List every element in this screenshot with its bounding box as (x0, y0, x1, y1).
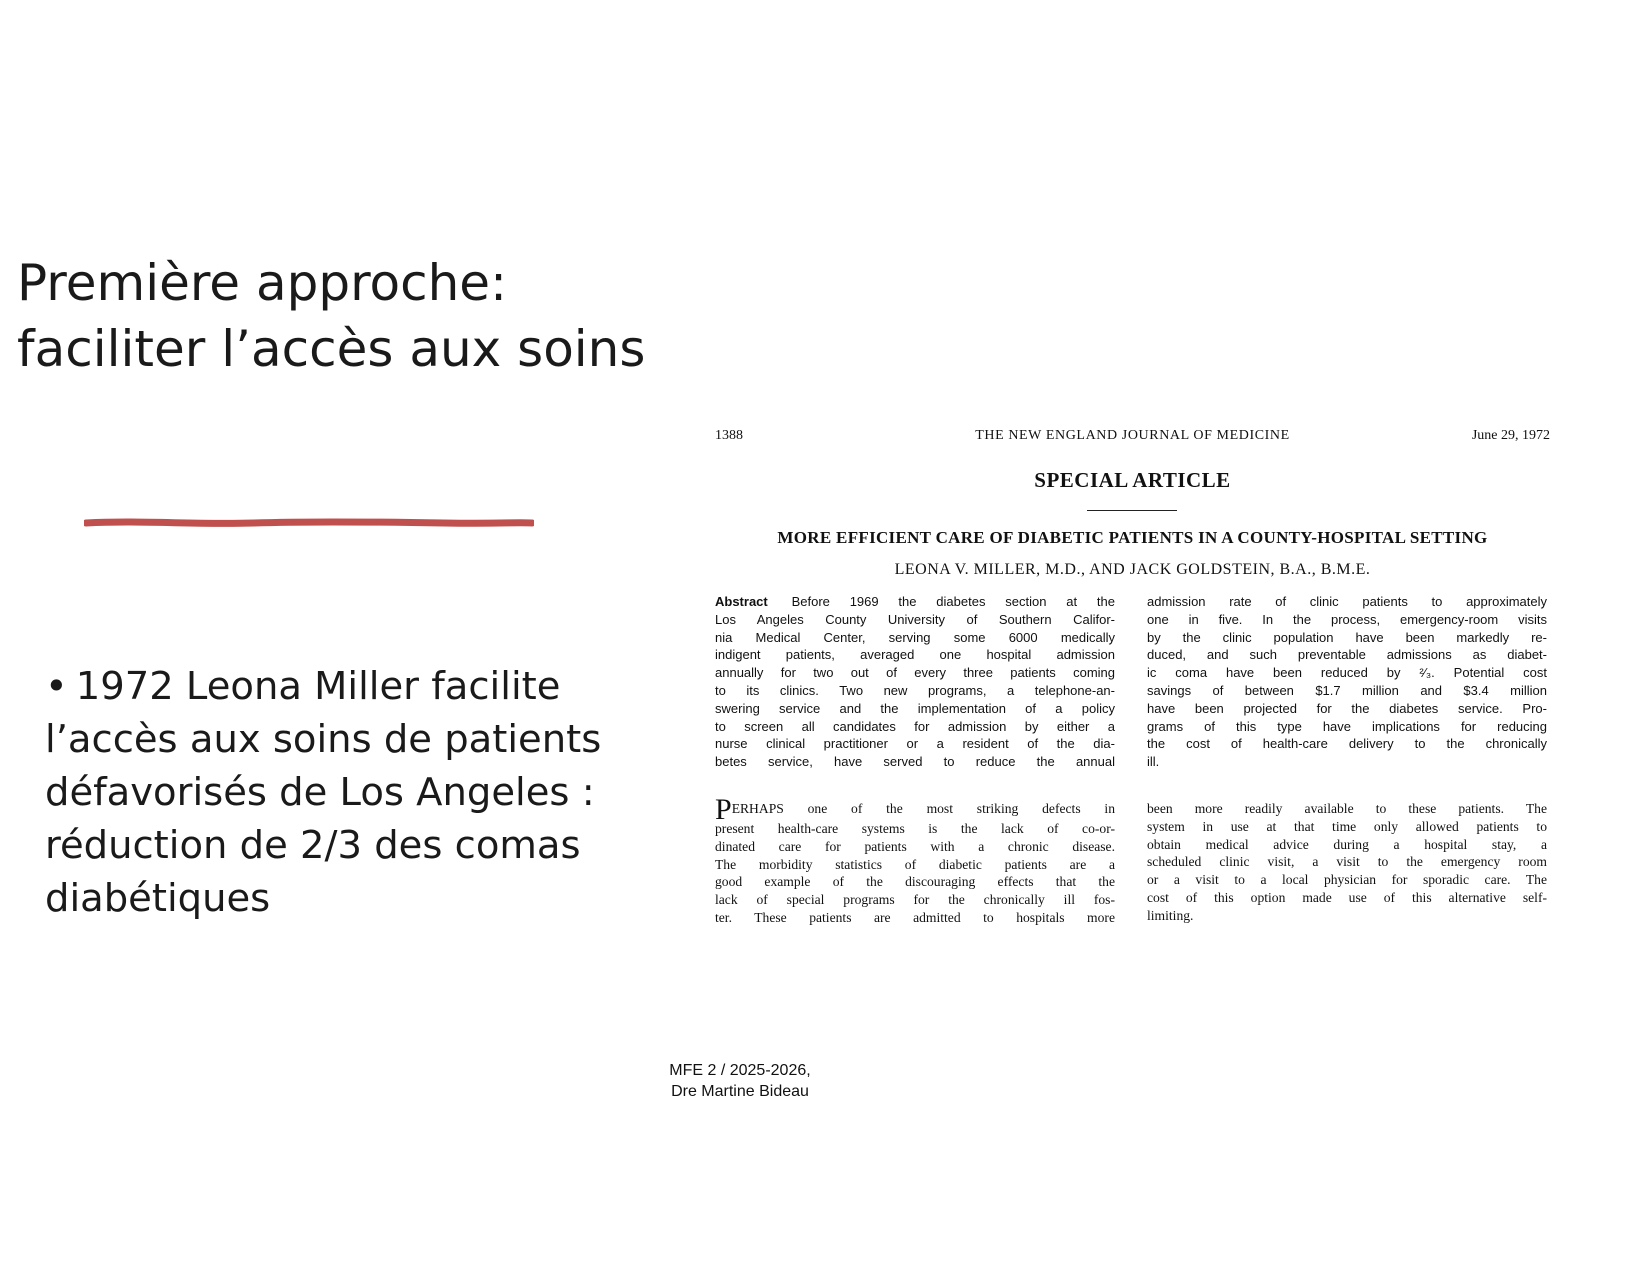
article-title: MORE EFFICIENT CARE OF DIABETIC PATIENTS IN A COUNTY-HOSPITAL SETTING (777, 528, 1488, 547)
abstract-line: savings of between $1.7 million and $3.4 million (1147, 682, 1547, 698)
bullet-line (45, 660, 625, 713)
bullet-line: défavorisés de Los Angeles : (45, 770, 595, 815)
body-line: scheduled clinic visit, a visit to the emergency room (1147, 854, 1547, 870)
body-line: been more readily available to these patients. The (1147, 801, 1547, 816)
journal-name: THE NEW ENGLAND JOURNAL OF MEDICINE (975, 428, 1290, 443)
body-line: cost of this option made use of this alternative self- (1147, 889, 1547, 905)
body-right-column (1147, 800, 1547, 925)
abstract-line: ill. (1147, 754, 1160, 770)
footer-line: MFE 2 / 2025-2026, (669, 1062, 811, 1079)
abstract-line: one in five. In the process, emergency-room visits (1147, 611, 1547, 627)
bullet-line: réduction de 2/3 des comas (45, 823, 581, 868)
page-number: 1388 (715, 428, 743, 443)
abstract-text: Before 1969 the diabetes section at the (791, 594, 1116, 609)
abstract-line: to screen all candidates for admission by either a (715, 718, 1115, 734)
abstract-left-column (715, 593, 1115, 771)
running-head (715, 428, 1550, 448)
article-authors: LEONA V. MILLER, M.D., AND JACK GOLDSTEIN, B.A., B.M.E. (894, 561, 1371, 578)
abstract-line: annually for two out of every three patients coming (715, 665, 1115, 681)
abstract-right-column (1147, 593, 1547, 771)
footer-credit (610, 1060, 870, 1102)
abstract-line: by the clinic population have been markedly re- (1147, 629, 1547, 645)
abstract-line: nurse clinical practitioner or a resident of the dia- (715, 736, 1115, 752)
abstract-line: duced, and such preventable admissions as diabet- (1147, 647, 1547, 663)
abstract-line: Los Angeles County University of Southern Califor- (715, 611, 1115, 627)
drop-cap: P (715, 793, 732, 826)
abstract-line: nia Medical Center, serving some 6000 medically (715, 629, 1115, 645)
journal-article-excerpt (715, 428, 1550, 924)
abstract-line (715, 593, 1115, 611)
bullet-point (45, 660, 625, 925)
accent-underline (84, 518, 534, 528)
body-left-column (715, 793, 1115, 927)
abstract-line: admission rate of clinic patients to approximately (1147, 594, 1547, 609)
divider (1087, 510, 1177, 511)
section-label: SPECIAL ARTICLE (1034, 468, 1231, 492)
bullet-line: diabétiques (45, 876, 271, 921)
bullet-line: l’accès aux soins de patients (45, 717, 602, 762)
abstract-line: have been projected for the diabetes service. Pro- (1147, 700, 1547, 716)
abstract-line: grams of this type have implications for reducing (1147, 718, 1547, 734)
slide-title-line: Première approche: (17, 254, 507, 312)
abstract-line: to its clinics. Two new programs, a telephone-an- (715, 682, 1115, 698)
body-line: obtain medical advice during a hospital stay, a (1147, 836, 1547, 852)
body-line: present health-care systems is the lack of co-or- (715, 821, 1115, 836)
abstract-line: the cost of health-care delivery to the chronically (1147, 736, 1547, 752)
body-text: ERHAPS one of the most striking defects in (731, 801, 1115, 816)
body-line: ter. These patients are admitted to hospitals more (715, 909, 1115, 925)
body-line: good example of the discouraging effects that the (715, 874, 1115, 890)
bullet-marker: • (45, 664, 68, 709)
abstract-label: Abstract (715, 594, 768, 609)
footer-line: Dre Martine Bideau (671, 1083, 809, 1100)
body-line: or a visit to a local physician for sporadic care. The (1147, 872, 1547, 888)
publication-date: June 29, 1972 (1471, 428, 1550, 443)
body-line: lack of special programs for the chronically ill fos- (715, 892, 1115, 908)
body-line: The morbidity statistics of diabetic patients are a (715, 856, 1115, 872)
abstract-line: indigent patients, averaged one hospital admission (715, 647, 1115, 663)
abstract-line: ic coma have been reduced by ²⁄₃. Potential cost (1147, 665, 1547, 681)
abstract-line: swering service and the implementation of a policy (715, 700, 1115, 716)
body-line (715, 793, 1115, 826)
abstract-line: betes service, have served to reduce the annual (715, 754, 1115, 770)
body-line: dinated care for patients with a chronic disease. (715, 838, 1115, 854)
bullet-text: 1972 Leona Miller facilite (75, 664, 561, 709)
slide-title (17, 250, 657, 382)
body-line: limiting. (1147, 907, 1194, 923)
body-line: system in use at that time only allowed patients to (1147, 818, 1547, 834)
slide-title-line: faciliter l’accès aux soins (17, 320, 646, 378)
